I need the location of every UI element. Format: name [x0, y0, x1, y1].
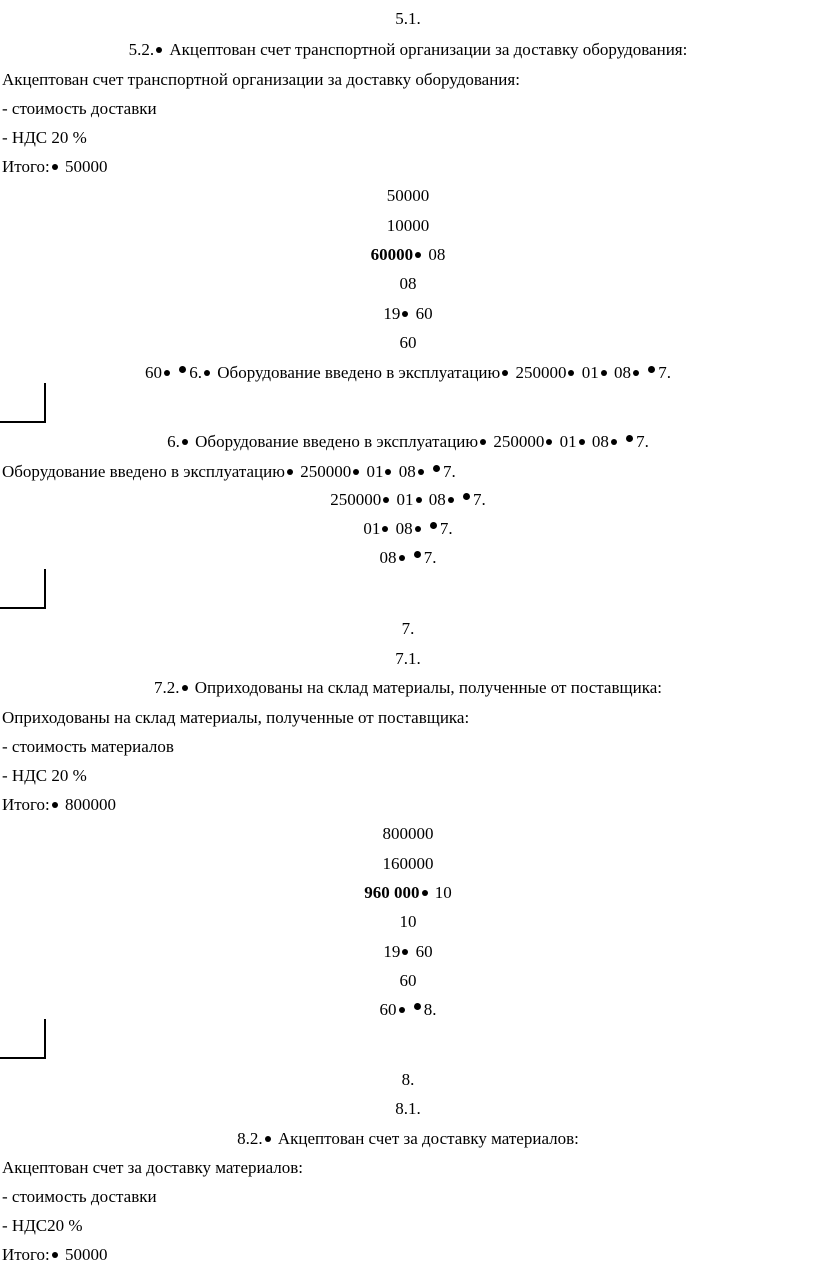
bullet-icon [402, 949, 408, 955]
total-line: Итого: 50000 [2, 157, 108, 176]
bullet-icon [463, 493, 470, 500]
bullet-icon [182, 685, 188, 691]
bullet-icon [204, 370, 210, 376]
bullet-icon [502, 370, 508, 376]
total-line: Итого: 800000 [2, 795, 117, 814]
bullet-icon [415, 252, 421, 258]
list-item: - НДС 20 % [2, 128, 87, 147]
list-item: - стоимость доставки [2, 1187, 157, 1206]
section-title: 8. [401, 1070, 415, 1089]
bullet-icon [448, 497, 454, 503]
account-line: 08 7. [379, 548, 437, 567]
account-number: 60 [399, 971, 417, 990]
bullet-icon [287, 469, 293, 475]
bullet-icon [414, 551, 421, 558]
amount-value: 10000 [386, 216, 430, 235]
corner-bracket [0, 1019, 46, 1059]
bullet-icon [430, 522, 437, 529]
section-title: 5.1. [395, 9, 421, 28]
bullet-icon [385, 469, 391, 475]
section-subtitle: 8.1. [395, 1099, 421, 1118]
bullet-icon [182, 439, 188, 445]
amount-total: 960 000 10 [364, 883, 452, 902]
section-heading: 5.2. Акцептован счет транспортной организации за доставку оборудования: [128, 40, 688, 59]
bullet-icon [633, 370, 639, 376]
amount-line: 250000 01 08 7. [330, 490, 486, 509]
bullet-icon [480, 439, 486, 445]
section-subtitle: 7.1. [395, 649, 421, 668]
bullet-icon [402, 311, 408, 317]
bullet-icon [611, 439, 617, 445]
bullet-icon [415, 526, 421, 532]
amount-value: 50000 [386, 186, 430, 205]
bullet-icon [52, 802, 58, 808]
bullet-icon [382, 526, 388, 532]
account-transition-line: 60 6. Оборудование введено в эксплуатацию 250000 01 08 7. [145, 363, 671, 382]
entry-description: Акцептован счет за доставку материалов: [2, 1158, 304, 1177]
list-item: - НДС 20 % [2, 766, 87, 785]
bullet-icon [52, 1252, 58, 1258]
bullet-icon [422, 890, 428, 896]
bullet-icon [265, 1136, 271, 1142]
amount-value: 160000 [382, 854, 434, 873]
bullet-icon [601, 370, 607, 376]
entry-description: Оборудование введено в эксплуатацию 250000 01 08 7. [2, 462, 456, 481]
corner-bracket [0, 383, 46, 423]
bullet-icon [399, 1007, 405, 1013]
section-heading: 8.2. Акцептован счет за доставку материалов: [237, 1129, 579, 1148]
amount-value: 800000 [382, 824, 434, 843]
section-title: 7. [401, 619, 415, 638]
account-pair: 19 60 [383, 304, 433, 323]
account-transition-line: 60 8. [379, 1000, 437, 1019]
bullet-icon [353, 469, 359, 475]
bullet-icon [579, 439, 585, 445]
bullet-icon [179, 366, 186, 373]
bullet-icon [383, 497, 389, 503]
section-heading: 7.2. Оприходованы на склад материалы, полученные от поставщика: [154, 678, 662, 697]
bullet-icon [52, 164, 58, 170]
bullet-icon [418, 469, 424, 475]
entry-description: Акцептован счет транспортной организации за доставку оборудования: [2, 70, 520, 89]
list-item: - стоимость доставки [2, 99, 157, 118]
bullet-icon [156, 47, 162, 53]
account-number: 60 [399, 333, 417, 352]
bullet-icon [568, 370, 574, 376]
total-line: Итого: 50000 [2, 1245, 108, 1264]
bullet-icon [648, 366, 655, 373]
bullet-icon [546, 439, 552, 445]
bullet-icon [164, 370, 170, 376]
bullet-icon [399, 555, 405, 561]
entry-description: Оприходованы на склад материалы, полученные от поставщика: [2, 708, 470, 727]
bullet-icon [433, 465, 440, 472]
account-pair: 19 60 [383, 942, 433, 961]
section-heading: 6. Оборудование введено в эксплуатацию 250000 01 08 7. [167, 432, 649, 451]
account-line: 01 08 7. [363, 519, 453, 538]
amount-total: 60000 08 [370, 245, 446, 264]
account-number: 10 [399, 912, 417, 931]
bullet-icon [416, 497, 422, 503]
bullet-icon [626, 435, 633, 442]
account-number: 08 [399, 274, 417, 293]
bullet-icon [414, 1003, 421, 1010]
list-item: - НДС20 % [2, 1216, 83, 1235]
list-item: - стоимость материалов [2, 737, 174, 756]
corner-bracket [0, 569, 46, 609]
